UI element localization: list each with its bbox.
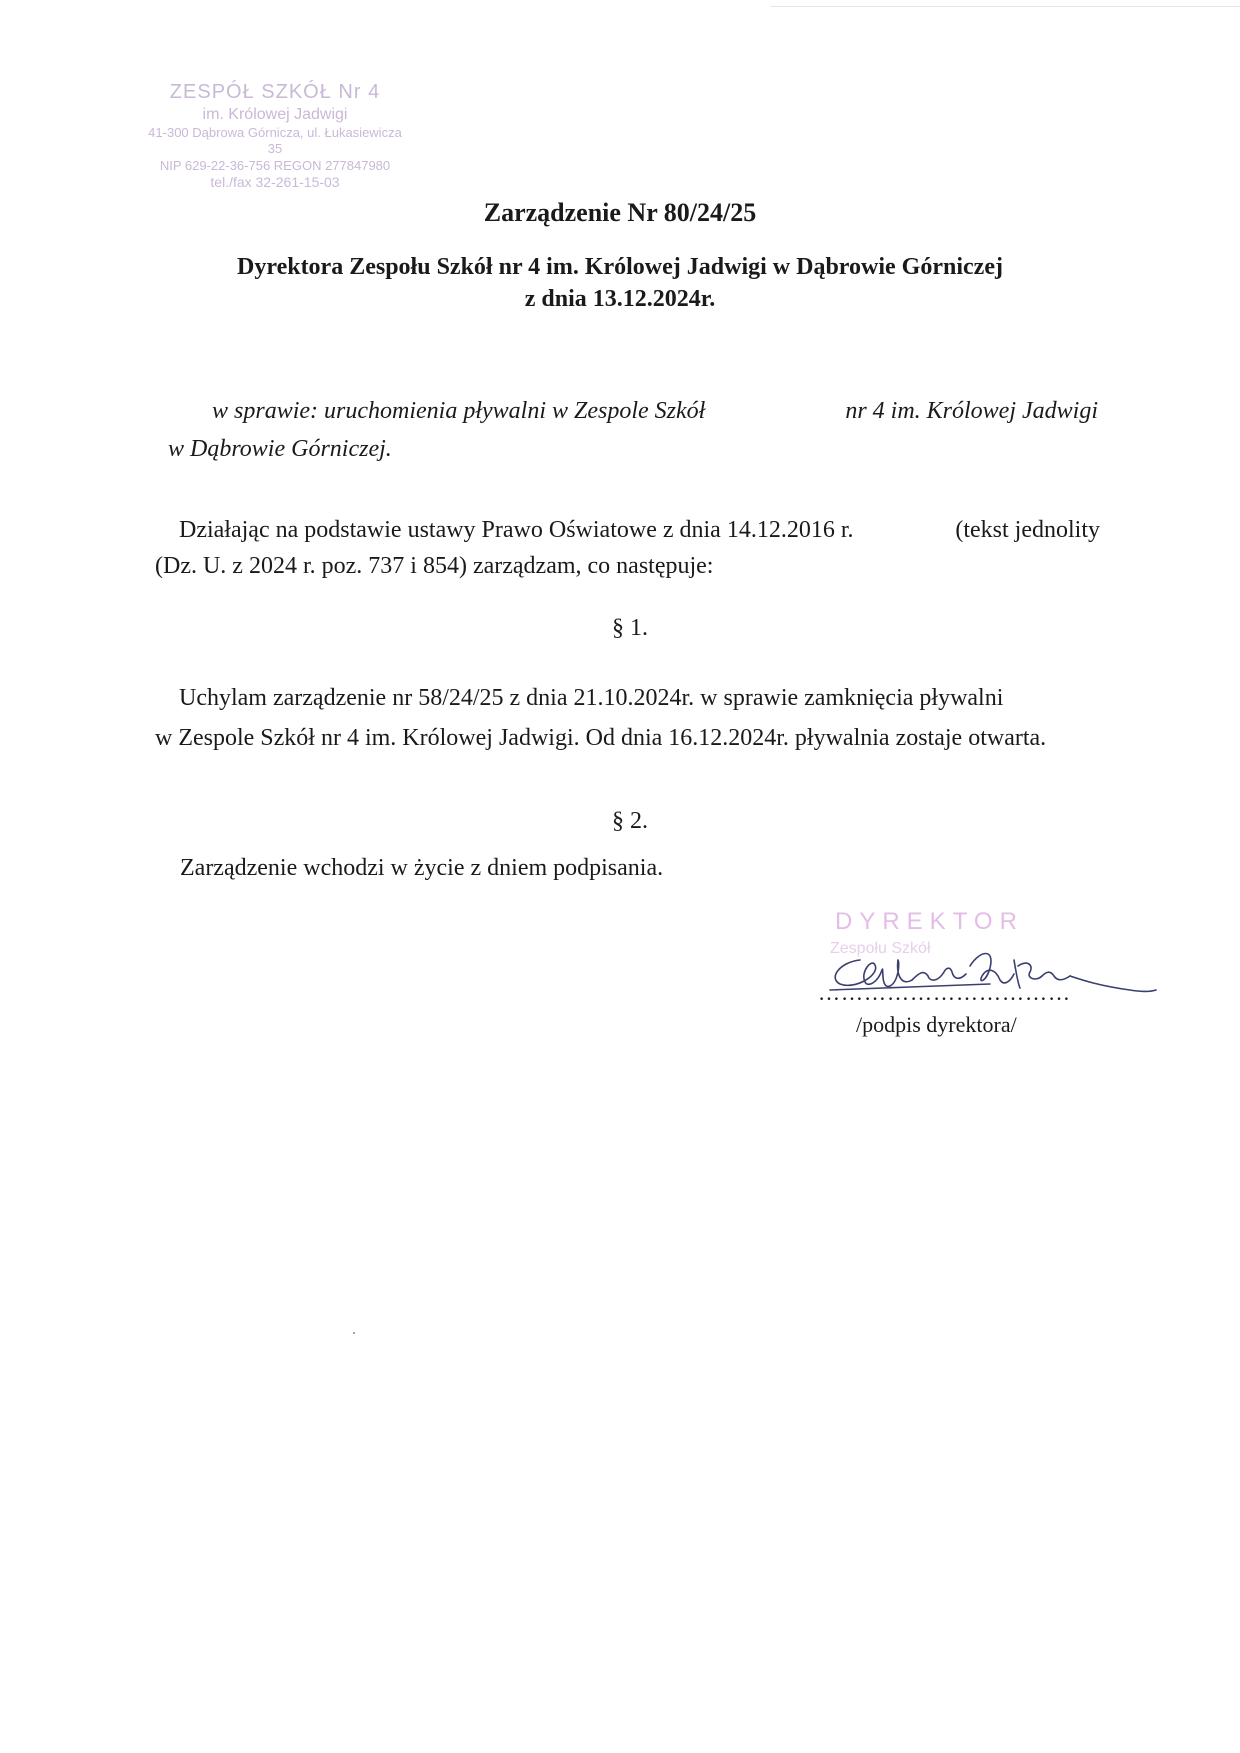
school-stamp [140, 80, 410, 191]
scan-edge-line [770, 6, 1240, 7]
signature-dotted-line: …………………………… [818, 980, 1071, 1005]
document-title: Zarządzenie Nr 80/24/25 [483, 198, 757, 227]
stamp-line-3: 41-300 Dąbrowa Górnicza, ul. Łukasiewicza 35 [148, 125, 402, 157]
document-subtitle [0, 252, 1240, 316]
subject-line-1 [168, 392, 1098, 430]
section-1-heading: § 1. [612, 615, 648, 641]
signature-label: /podpis dyrektora/ [856, 1012, 1017, 1037]
section-1-text [155, 678, 1100, 758]
basis-line-1b: (tekst jednolity [955, 517, 1100, 543]
subtitle-line-2: z dnia 13.12.2024r. [524, 285, 716, 312]
basis-line-1 [155, 512, 1100, 548]
director-stamp-subtitle: Zespołu Szkół [830, 940, 931, 957]
subject-line-1b: nr 4 im. Królowej Jadwigi [845, 398, 1098, 424]
scan-speck [353, 1332, 355, 1334]
basis-line-2: (Dz. U. z 2024 r. poz. 737 i 854) zarządzam, co następuje: [155, 553, 714, 579]
stamp-line-1: ZESPÓŁ SZKÓŁ Nr 4 [169, 81, 381, 103]
stamp-line-2: im. Królowej Jadwigi [202, 106, 348, 123]
legal-basis-paragraph [155, 512, 1100, 584]
section-2-text: Zarządzenie wchodzi w życie z dniem podpisania. [180, 855, 664, 881]
stamp-line-5: tel./fax 32-261-15-03 [210, 173, 340, 190]
section-2-heading: § 2. [612, 808, 648, 834]
subject-line-1a: w sprawie: uruchomienia pływalni w Zespole Szkół [212, 398, 706, 424]
subtitle-line-1: Dyrektora Zespołu Szkół nr 4 im. Królowej Jadwigi w Dąbrowie Górniczej [237, 254, 1003, 280]
subject-line-2: w Dąbrowie Górniczej. [168, 436, 392, 462]
section-1-line-2: w Zespole Szkół nr 4 im. Królowej Jadwigi. Od dnia 16.12.2024r. pływalnia zostaje otwarta. [155, 725, 1047, 751]
basis-line-1a: Działając na podstawie ustawy Prawo Oświatowe z dnia 14.12.2016 r. [179, 517, 854, 543]
stamp-line-4: NIP 629-22-36-756 REGON 277847980 [159, 157, 391, 173]
director-stamp-title: DYREKTOR [835, 908, 1024, 935]
subject-paragraph [168, 392, 1098, 468]
section-1-line-1: Uchylam zarządzenie nr 58/24/25 z dnia 21.10.2024r. w sprawie zamknięcia pływalni [179, 685, 1004, 711]
